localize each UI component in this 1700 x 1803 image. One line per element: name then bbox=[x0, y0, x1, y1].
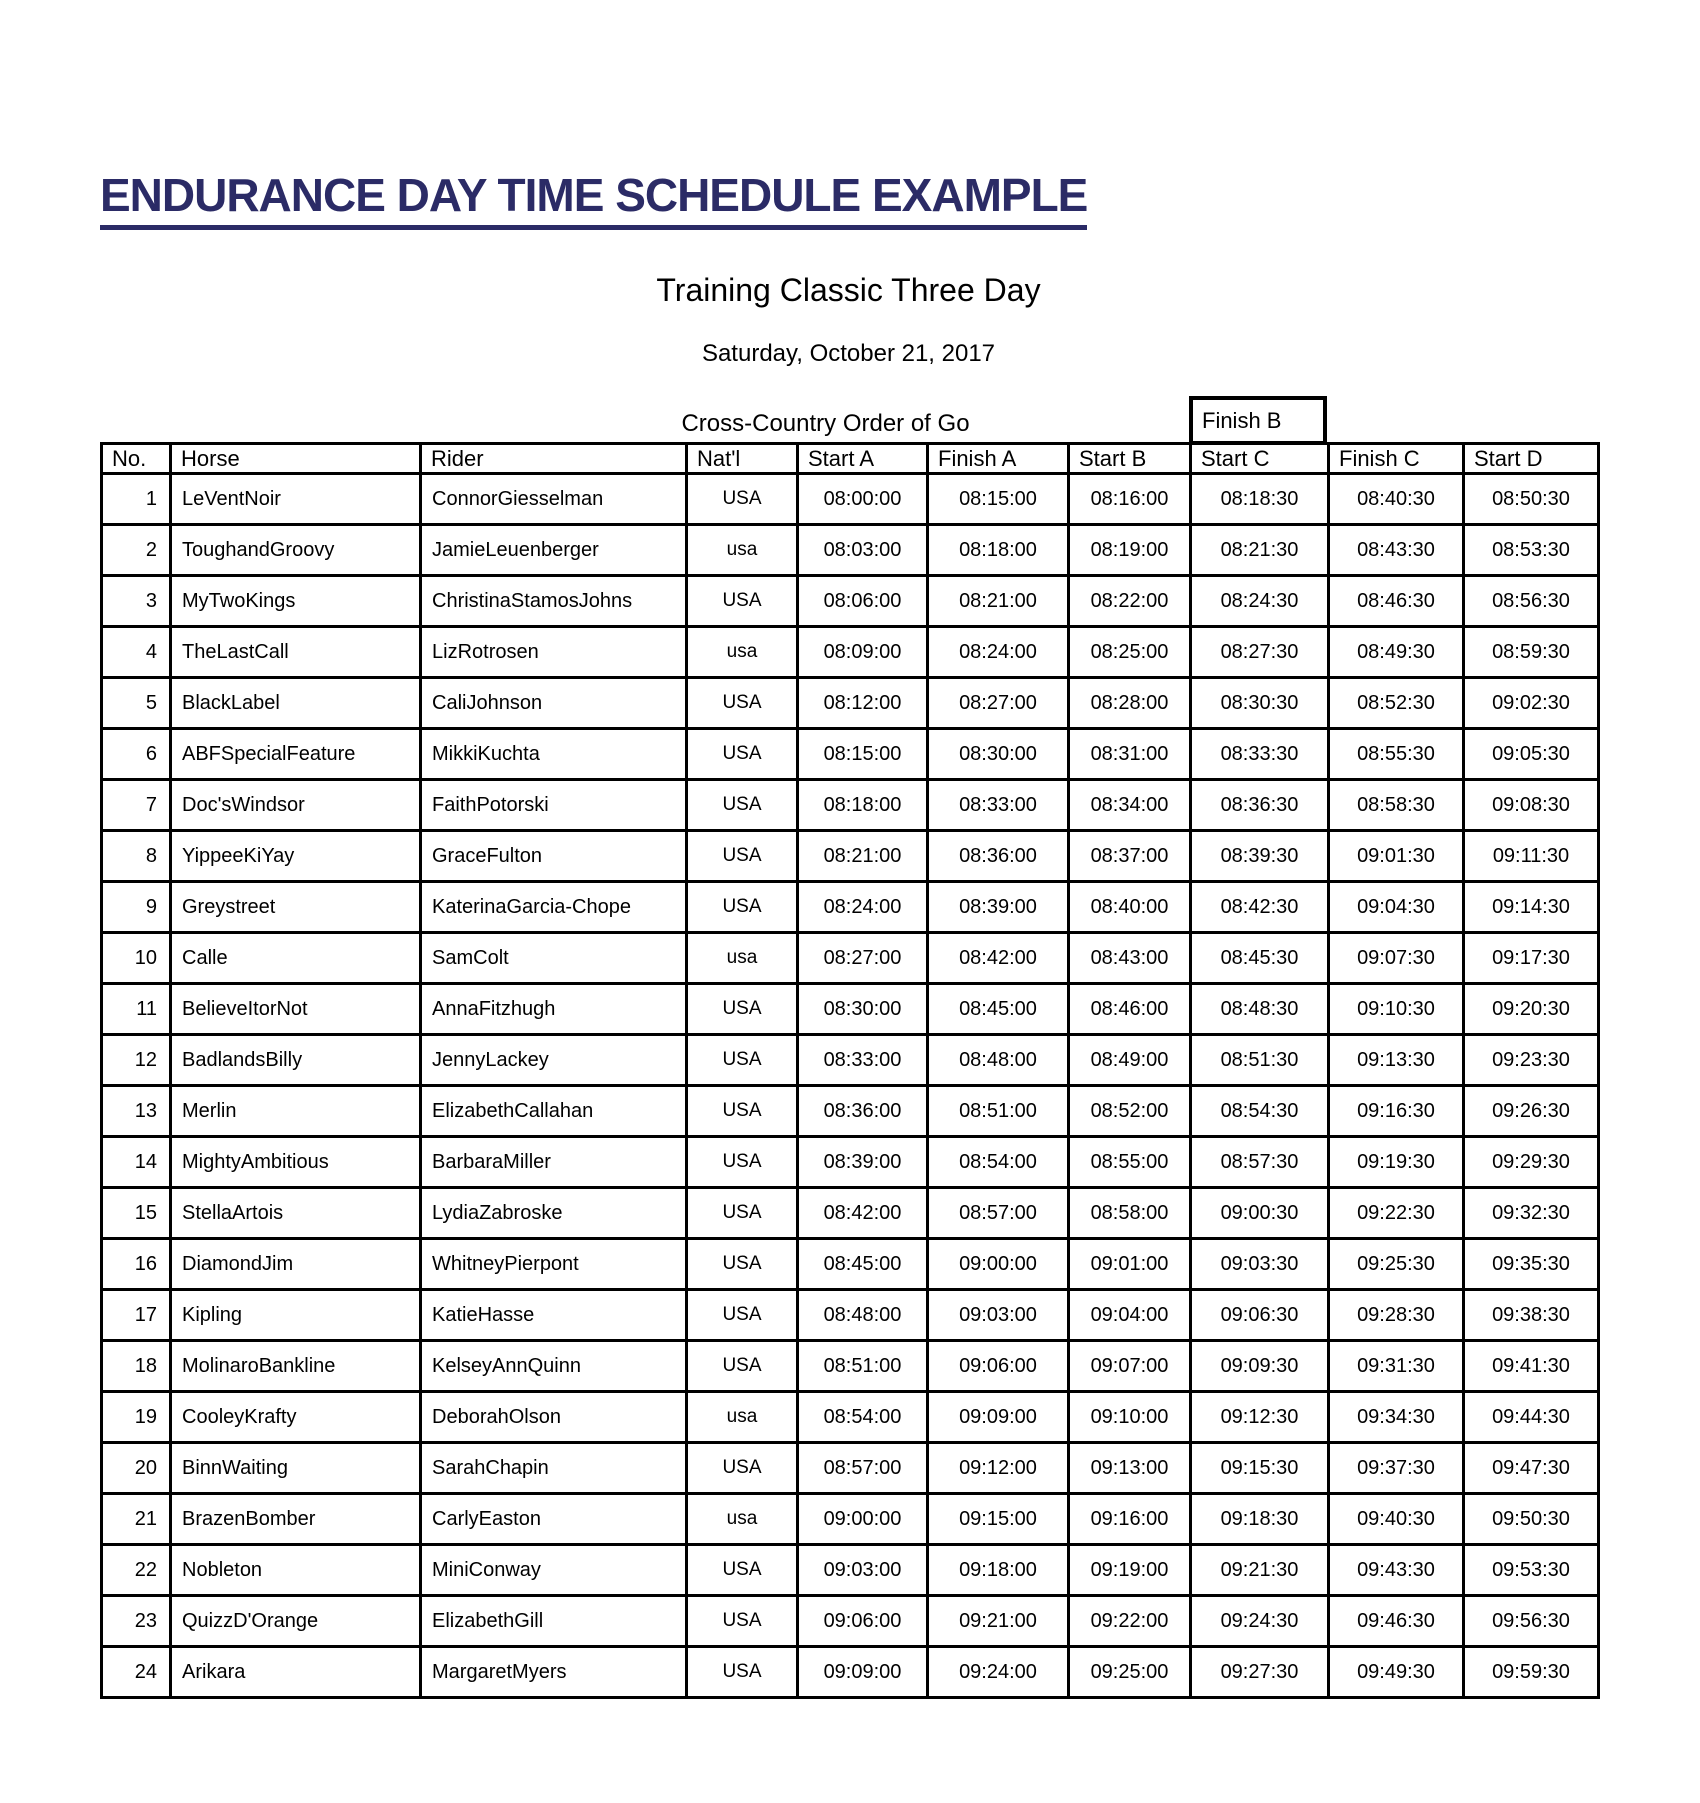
cell-start_d: 09:17:30 bbox=[1464, 933, 1599, 984]
cell-natl: USA bbox=[687, 1545, 798, 1596]
cell-horse: Greystreet bbox=[171, 882, 421, 933]
cell-natl: USA bbox=[687, 780, 798, 831]
cell-natl: USA bbox=[687, 831, 798, 882]
schedule-table bbox=[100, 442, 1600, 1699]
cell-start_d: 09:14:30 bbox=[1464, 882, 1599, 933]
cell-start_c: 08:57:30 bbox=[1191, 1137, 1329, 1188]
cell-finish_c: 09:49:30 bbox=[1329, 1647, 1464, 1698]
cell-finish_a: 08:18:00 bbox=[928, 525, 1069, 576]
cell-start_a: 09:03:00 bbox=[798, 1545, 928, 1596]
cell-start_d: 09:35:30 bbox=[1464, 1239, 1599, 1290]
cell-no: 17 bbox=[102, 1290, 171, 1341]
table-row bbox=[102, 984, 1599, 1035]
column-header-rider: Rider bbox=[421, 444, 687, 474]
cell-start_b: 09:10:00 bbox=[1069, 1392, 1191, 1443]
table-row bbox=[102, 1188, 1599, 1239]
cell-finish_a: 08:54:00 bbox=[928, 1137, 1069, 1188]
cell-start_c: 09:03:30 bbox=[1191, 1239, 1329, 1290]
cell-natl: usa bbox=[687, 1494, 798, 1545]
column-header-start_d: Start D bbox=[1464, 444, 1599, 474]
cell-start_b: 08:31:00 bbox=[1069, 729, 1191, 780]
cell-rider: MikkiKuchta bbox=[421, 729, 687, 780]
cell-start_c: 09:18:30 bbox=[1191, 1494, 1329, 1545]
table-row bbox=[102, 525, 1599, 576]
cell-horse: Arikara bbox=[171, 1647, 421, 1698]
cell-natl: USA bbox=[687, 1035, 798, 1086]
cell-start_b: 08:25:00 bbox=[1069, 627, 1191, 678]
cell-start_d: 08:50:30 bbox=[1464, 474, 1599, 525]
table-row bbox=[102, 729, 1599, 780]
cell-rider: KelseyAnnQuinn bbox=[421, 1341, 687, 1392]
cell-start_b: 08:16:00 bbox=[1069, 474, 1191, 525]
cell-start_d: 08:53:30 bbox=[1464, 525, 1599, 576]
table-row bbox=[102, 1086, 1599, 1137]
cell-start_b: 08:55:00 bbox=[1069, 1137, 1191, 1188]
cell-start_a: 08:48:00 bbox=[798, 1290, 928, 1341]
cell-start_d: 09:02:30 bbox=[1464, 678, 1599, 729]
cell-horse: BinnWaiting bbox=[171, 1443, 421, 1494]
cell-finish_a: 09:18:00 bbox=[928, 1545, 1069, 1596]
cell-finish_a: 08:30:00 bbox=[928, 729, 1069, 780]
cell-finish_c: 08:40:30 bbox=[1329, 474, 1464, 525]
cell-rider: LydiaZabroske bbox=[421, 1188, 687, 1239]
cell-natl: usa bbox=[687, 1392, 798, 1443]
cell-rider: ChristinaStamosJohns bbox=[421, 576, 687, 627]
cell-horse: DiamondJim bbox=[171, 1239, 421, 1290]
cell-rider: GraceFulton bbox=[421, 831, 687, 882]
cell-start_d: 09:08:30 bbox=[1464, 780, 1599, 831]
cell-rider: SarahChapin bbox=[421, 1443, 687, 1494]
cell-start_c: 08:45:30 bbox=[1191, 933, 1329, 984]
cell-start_d: 08:56:30 bbox=[1464, 576, 1599, 627]
cell-finish_a: 08:24:00 bbox=[928, 627, 1069, 678]
cell-finish_a: 08:27:00 bbox=[928, 678, 1069, 729]
cell-horse: Nobleton bbox=[171, 1545, 421, 1596]
cell-start_a: 08:45:00 bbox=[798, 1239, 928, 1290]
column-header-finish_a: Finish A bbox=[928, 444, 1069, 474]
cell-natl: USA bbox=[687, 576, 798, 627]
cell-finish_a: 09:09:00 bbox=[928, 1392, 1069, 1443]
table-caption-band bbox=[100, 396, 1597, 442]
cell-natl: USA bbox=[687, 474, 798, 525]
table-row bbox=[102, 1647, 1599, 1698]
column-header-start_c: Start C bbox=[1191, 444, 1329, 474]
cell-rider: KatieHasse bbox=[421, 1290, 687, 1341]
column-header-no: No. bbox=[102, 444, 171, 474]
cell-no: 1 bbox=[102, 474, 171, 525]
cell-start_b: 08:37:00 bbox=[1069, 831, 1191, 882]
cell-natl: USA bbox=[687, 1239, 798, 1290]
cell-start_d: 09:50:30 bbox=[1464, 1494, 1599, 1545]
cell-rider: LizRotrosen bbox=[421, 627, 687, 678]
cell-no: 24 bbox=[102, 1647, 171, 1698]
cell-start_a: 08:12:00 bbox=[798, 678, 928, 729]
cell-start_b: 09:22:00 bbox=[1069, 1596, 1191, 1647]
cell-start_c: 08:21:30 bbox=[1191, 525, 1329, 576]
cell-horse: BelieveItorNot bbox=[171, 984, 421, 1035]
cell-horse: Doc'sWindsor bbox=[171, 780, 421, 831]
cell-no: 14 bbox=[102, 1137, 171, 1188]
table-row bbox=[102, 780, 1599, 831]
cell-start_c: 08:27:30 bbox=[1191, 627, 1329, 678]
cell-no: 18 bbox=[102, 1341, 171, 1392]
cell-rider: ElizabethCallahan bbox=[421, 1086, 687, 1137]
cell-rider: FaithPotorski bbox=[421, 780, 687, 831]
cell-rider: KaterinaGarcia-Chope bbox=[421, 882, 687, 933]
cell-rider: JennyLackey bbox=[421, 1035, 687, 1086]
table-row bbox=[102, 1392, 1599, 1443]
cell-rider: MargaretMyers bbox=[421, 1647, 687, 1698]
header-row bbox=[102, 444, 1599, 474]
cell-start_a: 08:30:00 bbox=[798, 984, 928, 1035]
cell-horse: CooleyKrafty bbox=[171, 1392, 421, 1443]
cell-finish_a: 08:39:00 bbox=[928, 882, 1069, 933]
cell-start_d: 09:05:30 bbox=[1464, 729, 1599, 780]
cell-finish_c: 09:28:30 bbox=[1329, 1290, 1464, 1341]
cell-horse: StellaArtois bbox=[171, 1188, 421, 1239]
cell-finish_c: 09:01:30 bbox=[1329, 831, 1464, 882]
cell-finish_c: 09:13:30 bbox=[1329, 1035, 1464, 1086]
cell-start_c: 08:24:30 bbox=[1191, 576, 1329, 627]
cell-horse: Merlin bbox=[171, 1086, 421, 1137]
cell-start_b: 09:01:00 bbox=[1069, 1239, 1191, 1290]
cell-start_d: 09:47:30 bbox=[1464, 1443, 1599, 1494]
cell-start_a: 08:51:00 bbox=[798, 1341, 928, 1392]
cell-start_d: 09:11:30 bbox=[1464, 831, 1599, 882]
cell-start_a: 09:09:00 bbox=[798, 1647, 928, 1698]
cell-natl: USA bbox=[687, 729, 798, 780]
cell-horse: TheLastCall bbox=[171, 627, 421, 678]
table-row bbox=[102, 678, 1599, 729]
cell-start_d: 09:23:30 bbox=[1464, 1035, 1599, 1086]
cell-start_c: 08:18:30 bbox=[1191, 474, 1329, 525]
cell-start_d: 09:56:30 bbox=[1464, 1596, 1599, 1647]
cell-start_a: 08:06:00 bbox=[798, 576, 928, 627]
cell-finish_a: 09:15:00 bbox=[928, 1494, 1069, 1545]
cell-start_a: 08:18:00 bbox=[798, 780, 928, 831]
cell-start_c: 08:30:30 bbox=[1191, 678, 1329, 729]
page-title: ENDURANCE DAY TIME SCHEDULE EXAMPLE bbox=[100, 168, 1087, 230]
cell-horse: YippeeKiYay bbox=[171, 831, 421, 882]
column-header-horse: Horse bbox=[171, 444, 421, 474]
cell-finish_a: 09:03:00 bbox=[928, 1290, 1069, 1341]
cell-start_c: 09:12:30 bbox=[1191, 1392, 1329, 1443]
cell-finish_c: 08:49:30 bbox=[1329, 627, 1464, 678]
cell-start_c: 08:39:30 bbox=[1191, 831, 1329, 882]
cell-finish_c: 09:04:30 bbox=[1329, 882, 1464, 933]
cell-start_c: 09:09:30 bbox=[1191, 1341, 1329, 1392]
event-date: Saturday, October 21, 2017 bbox=[701, 340, 996, 367]
table-row bbox=[102, 1443, 1599, 1494]
cell-natl: USA bbox=[687, 1596, 798, 1647]
cell-no: 15 bbox=[102, 1188, 171, 1239]
cell-start_b: 09:16:00 bbox=[1069, 1494, 1191, 1545]
cell-no: 23 bbox=[102, 1596, 171, 1647]
cell-start_b: 08:40:00 bbox=[1069, 882, 1191, 933]
cell-start_a: 08:33:00 bbox=[798, 1035, 928, 1086]
cell-start_d: 09:26:30 bbox=[1464, 1086, 1599, 1137]
cell-natl: usa bbox=[687, 933, 798, 984]
column-header-start_a: Start A bbox=[798, 444, 928, 474]
cross-country-order-label: Cross-Country Order of Go bbox=[681, 410, 970, 437]
cell-finish_a: 08:36:00 bbox=[928, 831, 1069, 882]
cell-natl: USA bbox=[687, 1188, 798, 1239]
cell-finish_c: 08:46:30 bbox=[1329, 576, 1464, 627]
table-row bbox=[102, 1290, 1599, 1341]
cell-start_d: 09:32:30 bbox=[1464, 1188, 1599, 1239]
cell-start_c: 09:00:30 bbox=[1191, 1188, 1329, 1239]
cell-horse: LeVentNoir bbox=[171, 474, 421, 525]
cell-start_a: 08:54:00 bbox=[798, 1392, 928, 1443]
cell-start_b: 08:49:00 bbox=[1069, 1035, 1191, 1086]
cell-no: 5 bbox=[102, 678, 171, 729]
table-row bbox=[102, 1137, 1599, 1188]
cell-finish_c: 09:34:30 bbox=[1329, 1392, 1464, 1443]
column-header-finish_c: Finish C bbox=[1329, 444, 1464, 474]
cell-no: 20 bbox=[102, 1443, 171, 1494]
cell-finish_a: 09:06:00 bbox=[928, 1341, 1069, 1392]
cell-no: 12 bbox=[102, 1035, 171, 1086]
cell-start_b: 09:19:00 bbox=[1069, 1545, 1191, 1596]
cell-finish_a: 08:57:00 bbox=[928, 1188, 1069, 1239]
cell-finish_c: 09:37:30 bbox=[1329, 1443, 1464, 1494]
cell-start_b: 09:13:00 bbox=[1069, 1443, 1191, 1494]
cell-start_c: 08:51:30 bbox=[1191, 1035, 1329, 1086]
cell-rider: CaliJohnson bbox=[421, 678, 687, 729]
cell-start_a: 08:24:00 bbox=[798, 882, 928, 933]
cell-finish_c: 09:31:30 bbox=[1329, 1341, 1464, 1392]
cell-no: 19 bbox=[102, 1392, 171, 1443]
table-row bbox=[102, 1341, 1599, 1392]
cell-start_d: 09:38:30 bbox=[1464, 1290, 1599, 1341]
cell-rider: MiniConway bbox=[421, 1545, 687, 1596]
table-row bbox=[102, 831, 1599, 882]
cell-horse: QuizzD'Orange bbox=[171, 1596, 421, 1647]
cell-finish_a: 08:15:00 bbox=[928, 474, 1069, 525]
cell-rider: AnnaFitzhugh bbox=[421, 984, 687, 1035]
cell-no: 2 bbox=[102, 525, 171, 576]
cell-start_d: 09:29:30 bbox=[1464, 1137, 1599, 1188]
cell-horse: Kipling bbox=[171, 1290, 421, 1341]
cell-no: 7 bbox=[102, 780, 171, 831]
cell-start_a: 08:27:00 bbox=[798, 933, 928, 984]
cell-rider: CarlyEaston bbox=[421, 1494, 687, 1545]
cell-natl: usa bbox=[687, 525, 798, 576]
cell-start_a: 08:03:00 bbox=[798, 525, 928, 576]
cell-start_b: 09:04:00 bbox=[1069, 1290, 1191, 1341]
cell-start_b: 08:58:00 bbox=[1069, 1188, 1191, 1239]
table-row bbox=[102, 474, 1599, 525]
cell-start_b: 08:19:00 bbox=[1069, 525, 1191, 576]
cell-start_c: 09:21:30 bbox=[1191, 1545, 1329, 1596]
cell-rider: SamColt bbox=[421, 933, 687, 984]
event-subtitle: Training Classic Three Day bbox=[656, 272, 1041, 308]
cell-start_c: 08:36:30 bbox=[1191, 780, 1329, 831]
cell-start_b: 09:25:00 bbox=[1069, 1647, 1191, 1698]
cell-natl: USA bbox=[687, 1290, 798, 1341]
column-header-start_b: Start B bbox=[1069, 444, 1191, 474]
cell-start_a: 08:57:00 bbox=[798, 1443, 928, 1494]
cell-no: 4 bbox=[102, 627, 171, 678]
cell-start_a: 08:09:00 bbox=[798, 627, 928, 678]
cell-no: 6 bbox=[102, 729, 171, 780]
cell-horse: MightyAmbitious bbox=[171, 1137, 421, 1188]
cell-start_b: 08:28:00 bbox=[1069, 678, 1191, 729]
cell-horse: BadlandsBilly bbox=[171, 1035, 421, 1086]
cell-finish_c: 09:07:30 bbox=[1329, 933, 1464, 984]
cell-start_a: 08:15:00 bbox=[798, 729, 928, 780]
cell-rider: DeborahOlson bbox=[421, 1392, 687, 1443]
table-row bbox=[102, 1596, 1599, 1647]
table-row bbox=[102, 933, 1599, 984]
cell-start_a: 08:00:00 bbox=[798, 474, 928, 525]
cell-start_c: 09:15:30 bbox=[1191, 1443, 1329, 1494]
cell-rider: JamieLeuenberger bbox=[421, 525, 687, 576]
table-row bbox=[102, 1494, 1599, 1545]
table-row bbox=[102, 1035, 1599, 1086]
cell-start_a: 08:21:00 bbox=[798, 831, 928, 882]
cell-horse: BrazenBomber bbox=[171, 1494, 421, 1545]
cell-horse: MolinaroBankline bbox=[171, 1341, 421, 1392]
cell-rider: ElizabethGill bbox=[421, 1596, 687, 1647]
cell-rider: WhitneyPierpont bbox=[421, 1239, 687, 1290]
cell-start_c: 09:24:30 bbox=[1191, 1596, 1329, 1647]
cell-start_d: 09:41:30 bbox=[1464, 1341, 1599, 1392]
cell-horse: ToughandGroovy bbox=[171, 525, 421, 576]
cell-start_b: 08:34:00 bbox=[1069, 780, 1191, 831]
cell-finish_a: 08:33:00 bbox=[928, 780, 1069, 831]
cell-start_a: 08:42:00 bbox=[798, 1188, 928, 1239]
cell-finish_c: 08:43:30 bbox=[1329, 525, 1464, 576]
table-row bbox=[102, 627, 1599, 678]
cell-natl: usa bbox=[687, 627, 798, 678]
cell-rider: BarbaraMiller bbox=[421, 1137, 687, 1188]
cell-finish_c: 09:43:30 bbox=[1329, 1545, 1464, 1596]
cell-start_a: 09:06:00 bbox=[798, 1596, 928, 1647]
cell-rider: ConnorGiesselman bbox=[421, 474, 687, 525]
cell-finish_c: 09:22:30 bbox=[1329, 1188, 1464, 1239]
cell-finish_c: 09:19:30 bbox=[1329, 1137, 1464, 1188]
cell-finish_a: 09:12:00 bbox=[928, 1443, 1069, 1494]
cell-start_c: 08:54:30 bbox=[1191, 1086, 1329, 1137]
cell-start_a: 08:39:00 bbox=[798, 1137, 928, 1188]
cell-natl: USA bbox=[687, 882, 798, 933]
cell-start_d: 09:44:30 bbox=[1464, 1392, 1599, 1443]
cell-start_d: 09:59:30 bbox=[1464, 1647, 1599, 1698]
cell-start_a: 09:00:00 bbox=[798, 1494, 928, 1545]
cell-finish_a: 08:51:00 bbox=[928, 1086, 1069, 1137]
table-row bbox=[102, 1239, 1599, 1290]
cell-no: 13 bbox=[102, 1086, 171, 1137]
cell-finish_a: 08:48:00 bbox=[928, 1035, 1069, 1086]
column-header-natl: Nat'l bbox=[687, 444, 798, 474]
cell-no: 16 bbox=[102, 1239, 171, 1290]
cell-no: 22 bbox=[102, 1545, 171, 1596]
cell-horse: Calle bbox=[171, 933, 421, 984]
cell-finish_c: 09:16:30 bbox=[1329, 1086, 1464, 1137]
schedule-table-body bbox=[102, 474, 1599, 1698]
cell-no: 3 bbox=[102, 576, 171, 627]
cell-no: 10 bbox=[102, 933, 171, 984]
cell-finish_c: 08:58:30 bbox=[1329, 780, 1464, 831]
table-row bbox=[102, 1545, 1599, 1596]
cell-start_c: 08:48:30 bbox=[1191, 984, 1329, 1035]
cell-start_b: 09:07:00 bbox=[1069, 1341, 1191, 1392]
cell-finish_c: 08:52:30 bbox=[1329, 678, 1464, 729]
cell-start_b: 08:43:00 bbox=[1069, 933, 1191, 984]
cell-start_c: 08:33:30 bbox=[1191, 729, 1329, 780]
cell-natl: USA bbox=[687, 1341, 798, 1392]
cell-start_c: 08:42:30 bbox=[1191, 882, 1329, 933]
cell-start_b: 08:46:00 bbox=[1069, 984, 1191, 1035]
cell-finish_a: 08:45:00 bbox=[928, 984, 1069, 1035]
cell-start_b: 08:52:00 bbox=[1069, 1086, 1191, 1137]
cell-finish_c: 09:46:30 bbox=[1329, 1596, 1464, 1647]
cell-natl: USA bbox=[687, 1086, 798, 1137]
cell-natl: USA bbox=[687, 1647, 798, 1698]
cell-finish_c: 09:25:30 bbox=[1329, 1239, 1464, 1290]
cell-no: 11 bbox=[102, 984, 171, 1035]
cell-natl: USA bbox=[687, 984, 798, 1035]
finish-b-floating-cell: Finish B bbox=[1189, 396, 1327, 445]
cell-start_b: 08:22:00 bbox=[1069, 576, 1191, 627]
cell-finish_c: 09:40:30 bbox=[1329, 1494, 1464, 1545]
cell-start_a: 08:36:00 bbox=[798, 1086, 928, 1137]
cell-start_d: 09:53:30 bbox=[1464, 1545, 1599, 1596]
cell-start_d: 09:20:30 bbox=[1464, 984, 1599, 1035]
cell-horse: ABFSpecialFeature bbox=[171, 729, 421, 780]
cell-natl: USA bbox=[687, 1137, 798, 1188]
cell-finish_c: 09:10:30 bbox=[1329, 984, 1464, 1035]
table-row bbox=[102, 576, 1599, 627]
cell-no: 8 bbox=[102, 831, 171, 882]
cell-horse: BlackLabel bbox=[171, 678, 421, 729]
table-row bbox=[102, 882, 1599, 933]
cell-no: 21 bbox=[102, 1494, 171, 1545]
cell-natl: USA bbox=[687, 678, 798, 729]
cell-natl: USA bbox=[687, 1443, 798, 1494]
cell-finish_a: 09:24:00 bbox=[928, 1647, 1069, 1698]
cell-finish_a: 09:21:00 bbox=[928, 1596, 1069, 1647]
cell-finish_a: 09:00:00 bbox=[928, 1239, 1069, 1290]
schedule-table-head bbox=[102, 444, 1599, 474]
cell-start_c: 09:27:30 bbox=[1191, 1647, 1329, 1698]
cell-start_c: 09:06:30 bbox=[1191, 1290, 1329, 1341]
cell-finish_a: 08:21:00 bbox=[928, 576, 1069, 627]
cell-horse: MyTwoKings bbox=[171, 576, 421, 627]
cell-finish_c: 08:55:30 bbox=[1329, 729, 1464, 780]
cell-start_d: 08:59:30 bbox=[1464, 627, 1599, 678]
cell-no: 9 bbox=[102, 882, 171, 933]
cell-finish_a: 08:42:00 bbox=[928, 933, 1069, 984]
